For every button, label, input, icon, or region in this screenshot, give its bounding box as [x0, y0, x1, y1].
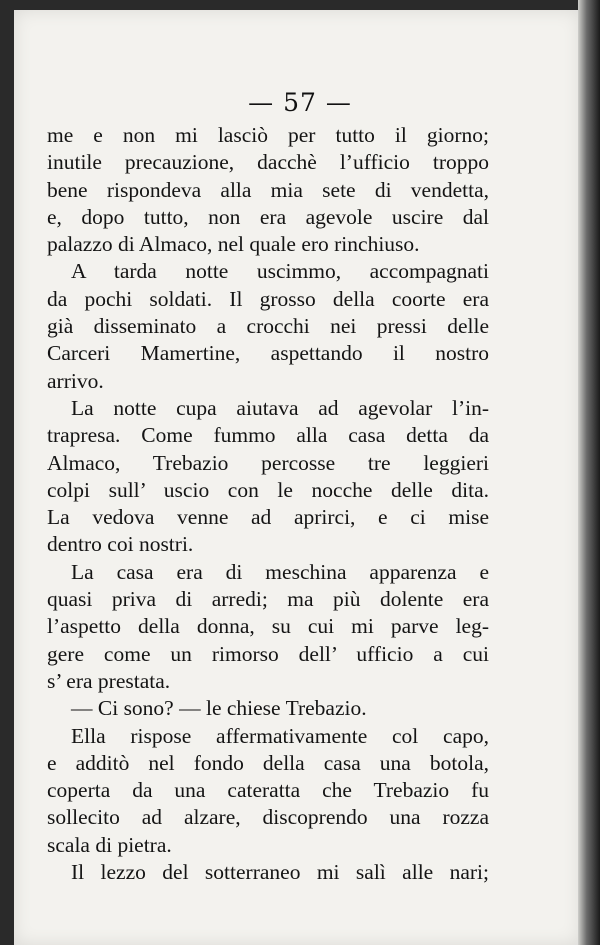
text-line: e, dopo tutto, non era agevole uscire dal	[47, 204, 489, 229]
text-line: dentro coi nostri.	[47, 532, 194, 557]
text-line: La vedova venne ad aprirci, e ci mise	[47, 505, 489, 530]
body-text	[47, 122, 489, 886]
text-line: quasi priva di arredi; ma più dolente era	[47, 587, 489, 612]
text-line: scala di pietra.	[47, 832, 172, 857]
text-line: Ella rispose affermativamente col capo,	[71, 723, 489, 748]
text-line: s’ era prestata.	[47, 668, 171, 693]
text-line: bene rispondeva alla mia sete di vendetta,	[47, 177, 489, 202]
text-line: — Ci sono? — le chiese Trebazio.	[71, 696, 367, 721]
text-line: La notte cupa aiutava ad agevolar l’in-	[71, 395, 489, 420]
text-line: sollecito ad alzare, discoprendo una rozza	[47, 805, 489, 830]
text-line: da pochi soldati. Il grosso della coorte era	[47, 286, 489, 311]
text-line: e additò nel fondo della casa una botola,	[47, 750, 489, 775]
text-line: gere come un rimorso dell’ ufficio a cui	[47, 641, 489, 666]
text-line: me e non mi lasciò per tutto il giorno;	[47, 123, 489, 147]
text-line: Il lezzo del sotterraneo mi salì alle nari;	[71, 860, 489, 885]
binding-shadow	[578, 0, 600, 945]
text-line: Almaco, Trebazio percosse tre leggieri	[47, 450, 489, 475]
text-line: A tarda notte uscimmo, accompagnati	[71, 259, 489, 284]
text-line: trapresa. Come fummo alla casa detta da	[47, 423, 489, 448]
text-line: l’aspetto della donna, su cui mi parve leg-	[47, 614, 489, 639]
text-line: arrivo.	[47, 368, 104, 393]
page-number: — 57 —	[248, 88, 352, 117]
text-line: palazzo di Almaco, nel quale ero rinchiuso.	[47, 232, 420, 257]
text-line: colpi sull’ uscio con le nocche delle dita.	[47, 477, 489, 502]
text-line: coperta da una cateratta che Trebazio fu	[47, 778, 489, 803]
text-line: già disseminato a crocchi nei pressi delle	[47, 314, 489, 339]
text-line: Carceri Mamertine, aspettando il nostro	[47, 341, 489, 366]
text-line: La casa era di meschina apparenza e	[71, 559, 489, 584]
text-line: inutile precauzione, dacchè l’ufficio troppo	[47, 150, 489, 175]
